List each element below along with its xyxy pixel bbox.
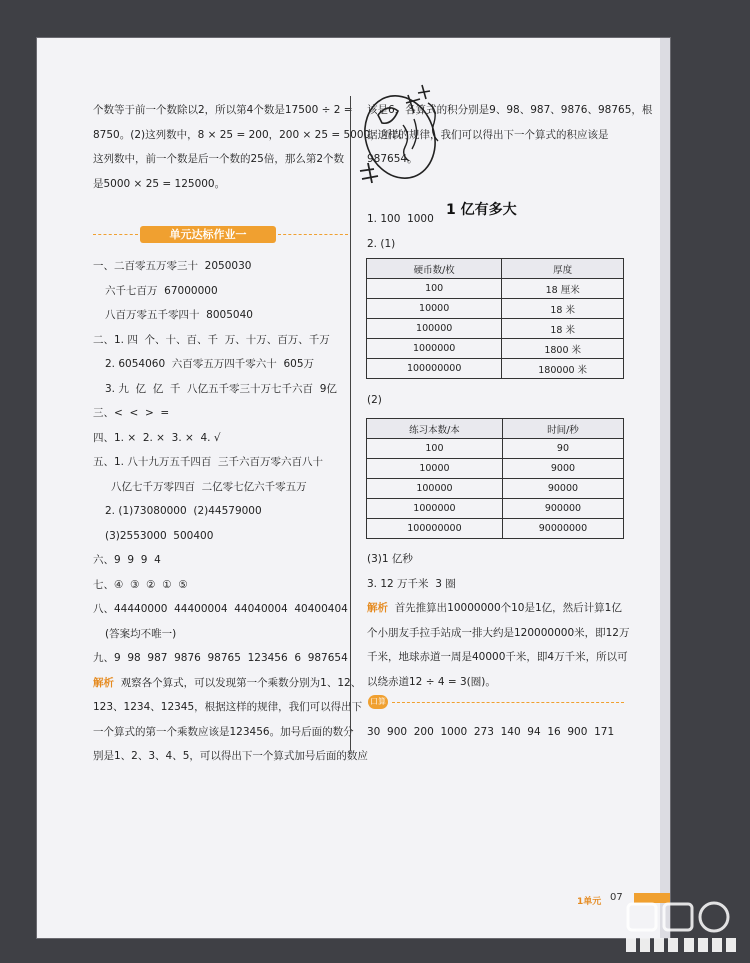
analysis-line: 解析 观察各个算式，可以发现第一个乘数分别为1、12、 bbox=[93, 676, 362, 689]
table-row bbox=[367, 499, 624, 519]
handwritten-stamp-icon bbox=[348, 75, 458, 200]
table-header-row bbox=[367, 259, 624, 279]
table-row bbox=[367, 339, 624, 359]
table-row bbox=[367, 459, 624, 479]
table-cell: 180000 米 bbox=[502, 359, 624, 379]
table-cell: 1000000 bbox=[367, 339, 502, 359]
table-row bbox=[367, 439, 624, 459]
right-q1 bbox=[367, 207, 635, 256]
question-2c: (3)1 亿秒 bbox=[367, 553, 413, 565]
answer-line: 七、④ ③ ② ① ⑤ bbox=[93, 578, 188, 591]
question-2: 2. (1) bbox=[367, 237, 396, 250]
left-top-line-3: 这列数中，前一个数是后一个数的25倍，那么第2个数 bbox=[93, 153, 345, 165]
analysis-line: 123、1234、12345，根据这样的规律，我们可以得出下 bbox=[93, 701, 363, 713]
oral-answers-block bbox=[367, 720, 635, 745]
table-cell: 900000 bbox=[502, 499, 623, 519]
answer-line: 八亿七千万零四百 二亿零七亿六千零五万 bbox=[111, 480, 307, 493]
table-cell: 1000000 bbox=[367, 499, 503, 519]
analysis-line: 个小朋友手拉手站成一排大约是120000000米，即12万 bbox=[367, 626, 630, 639]
table-cell: 100000 bbox=[367, 479, 503, 499]
table-row bbox=[367, 279, 624, 299]
table-cell: 100 bbox=[367, 439, 503, 459]
table-cell: 1800 米 bbox=[502, 339, 624, 359]
table-row bbox=[367, 299, 624, 319]
analysis-label: 解析 bbox=[93, 676, 114, 689]
table-cell: 100000000 bbox=[367, 519, 503, 539]
table-cell: 100000000 bbox=[367, 359, 502, 379]
table-cell: 100000 bbox=[367, 319, 502, 339]
oral-answers: 30 900 200 1000 273 140 94 16 900 171 bbox=[367, 726, 615, 738]
banner-rule-right bbox=[278, 234, 348, 235]
answer-line: (3)2553000 500400 bbox=[105, 529, 214, 542]
answer-line: 2. (1)73080000 (2)44579000 bbox=[105, 505, 262, 517]
analysis-line: 千米，地球赤道一周是40000千米，即4万千米，所以可 bbox=[367, 651, 628, 663]
left-answers bbox=[93, 254, 368, 769]
table-cell: 90000 bbox=[502, 479, 623, 499]
section-title: 1 亿有多大 bbox=[446, 202, 517, 218]
oral-calc-rule bbox=[392, 702, 624, 703]
question-2b: (2) bbox=[367, 394, 382, 406]
right-top-line-1: 该是6，各算式的积分别是9、98、987、9876、98765，根 bbox=[367, 104, 653, 116]
table-cell: 90000000 bbox=[502, 519, 623, 539]
footer-unit-label: 1单元 bbox=[577, 897, 602, 907]
answer-line: 三、< < > = bbox=[93, 407, 170, 419]
analysis-line: 解析 首先推算出10000000个10是1亿，然后计算1亿 bbox=[367, 602, 622, 614]
analysis-line: 一个算式的第一个乘数应该是123456。加号后面的数分 bbox=[93, 725, 354, 738]
left-top-line-4: 是5000 × 25 = 125000。 bbox=[93, 177, 226, 190]
answer-line: 四、1. × 2. × 3. × 4. √ bbox=[93, 431, 221, 444]
table-cell: 10000 bbox=[367, 459, 503, 479]
table-cell: 18 米 bbox=[502, 299, 624, 319]
analysis-line: 别是1、2、3、4、5，可以得出下一个算式加号后面的数应 bbox=[93, 750, 368, 762]
answer-line: 一、二百零五万零三十 2050030 bbox=[93, 260, 252, 272]
table-cell: 9000 bbox=[502, 459, 623, 479]
answer-line: (答案均不唯一) bbox=[105, 627, 177, 640]
table-row bbox=[367, 319, 624, 339]
right-top-line-3: 987654。 bbox=[367, 153, 418, 165]
banner-rule-left bbox=[93, 234, 138, 235]
table-row bbox=[367, 479, 624, 499]
answer-line: 八、44440000 44400004 44040004 40400404 bbox=[93, 603, 348, 615]
table-cell: 100 bbox=[367, 279, 502, 299]
answer-line: 2. 6054060 六百零五万四千零六十 605万 bbox=[105, 358, 315, 370]
analysis-line: 以绕赤道12 ÷ 4 = 3(圈)。 bbox=[367, 675, 496, 688]
watermark-logo-icon bbox=[620, 898, 748, 958]
table-header-cell: 厚度 bbox=[502, 259, 624, 279]
answer-line: 六千七百万 67000000 bbox=[105, 284, 218, 297]
answer-line: 六、9 9 9 4 bbox=[93, 554, 161, 566]
oral-calc-tag: 口算 bbox=[368, 695, 388, 709]
page-edge bbox=[660, 38, 670, 938]
left-top-line-2: 8750。(2)这列数中，8 × 25 = 200，200 × 25 = 5000，所以 bbox=[93, 128, 402, 141]
table-cell: 10000 bbox=[367, 299, 502, 319]
table-header-cell: 时间/秒 bbox=[502, 419, 623, 439]
table-header-cell: 练习本数/本 bbox=[367, 419, 503, 439]
table-row bbox=[367, 359, 624, 379]
answer-line: 九、9 98 987 9876 98765 123456 6 987654 bbox=[93, 652, 348, 664]
unit-banner: 单元达标作业一 bbox=[140, 226, 276, 243]
table-cell: 18 米 bbox=[502, 319, 624, 339]
table-cell: 90 bbox=[502, 439, 623, 459]
answer-line: 3. 九 亿 亿 千 八亿五千零三十万七千六百 9亿 bbox=[105, 382, 337, 395]
page-number: 07 bbox=[610, 892, 623, 903]
answer-line: 二、1. 四 个、十、百、千 万、十万、百万、千万 bbox=[93, 333, 330, 346]
table-header-cell: 硬币数/枚 bbox=[367, 259, 502, 279]
answer-line: 五、1. 八十九万五千四百 三千六百万零六百八十 bbox=[93, 456, 324, 468]
answer-line: 八百万零五千零四十 8005040 bbox=[105, 309, 253, 321]
table-cell: 18 厘米 bbox=[502, 279, 624, 299]
question-1: 1. 100 1000 bbox=[367, 213, 434, 225]
right-top-line-2: 据这样的规律，我们可以得出下一个算式的积应该是 bbox=[367, 128, 609, 141]
right-lower bbox=[367, 547, 635, 694]
table-row bbox=[367, 519, 624, 539]
coin-table bbox=[366, 258, 624, 379]
question-3: 3. 12 万千米 3 圈 bbox=[367, 577, 456, 590]
left-top-line-1: 个数等于前一个数除以2，所以第4个数是17500 ÷ 2 = bbox=[93, 104, 353, 116]
notebook-table bbox=[366, 418, 624, 539]
table-header-row bbox=[367, 419, 624, 439]
right-q2b bbox=[367, 388, 635, 413]
analysis-label: 解析 bbox=[367, 602, 388, 614]
